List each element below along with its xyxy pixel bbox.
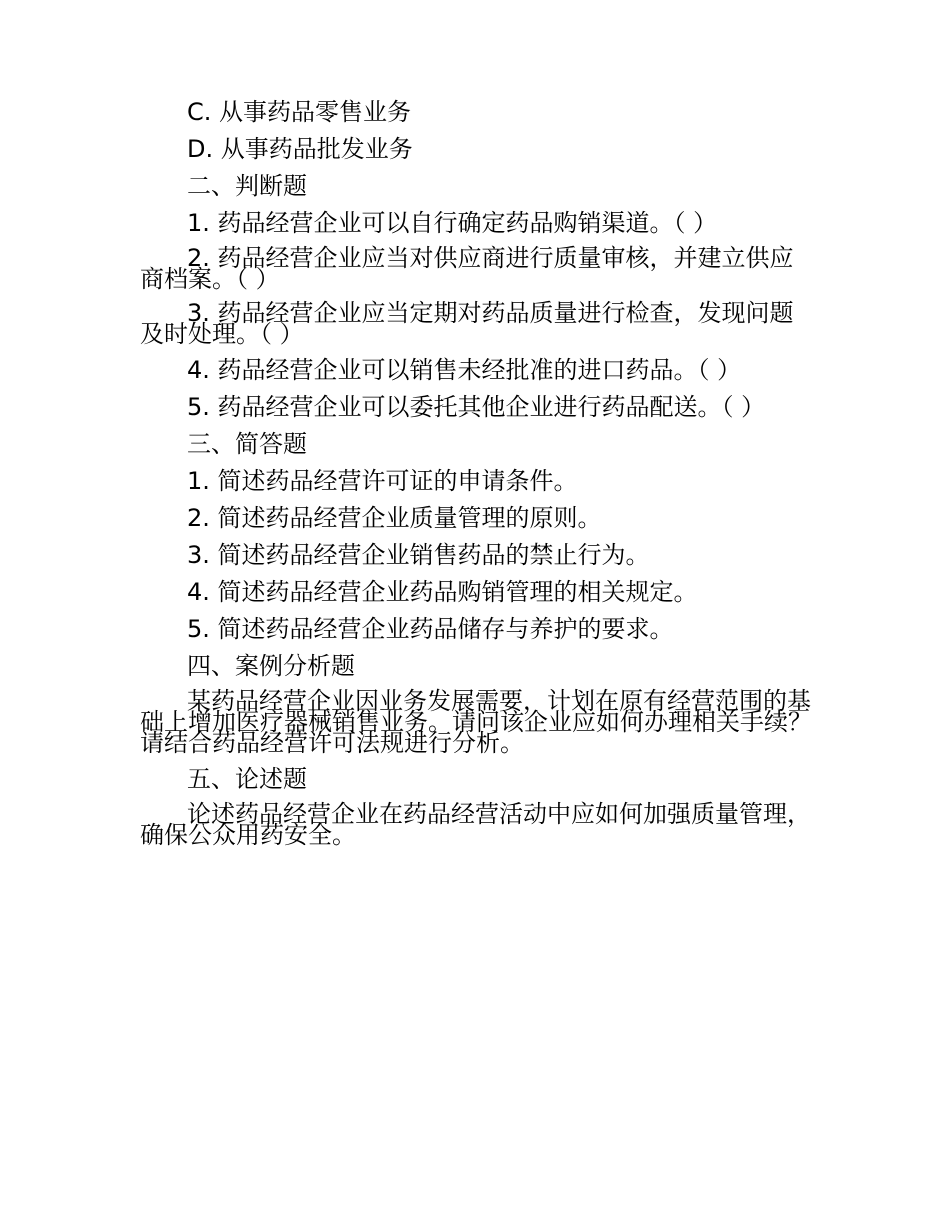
case-analysis-question: 某药品经营企业因业务发展需要，计划在原有经营范围的基础上增加医疗器械销售业务。请问该企业应如何办理相关手续？请结合药品经营许可法规进行分析。 — [140, 687, 812, 757]
essay-question: 论述药品经营企业在药品经营活动中应如何加强质量管理，确保公众用药安全。 — [140, 800, 811, 849]
short-answer-question-5: 5. 简述药品经营企业药品储存与养护的要求。 — [187, 615, 674, 643]
option-c: C. 从事药品零售业务 — [187, 98, 412, 126]
short-answer-question-3: 3. 简述药品经营企业销售药品的禁止行为。 — [187, 541, 650, 569]
true-false-question-2: 2. 药品经营企业应当对供应商进行质量审核，并建立供应商档案。（ ） — [140, 244, 794, 293]
short-answer-question-2: 2. 简述药品经营企业质量管理的原则。 — [187, 504, 602, 532]
true-false-question-5: 5. 药品经营企业可以委托其他企业进行药品配送。（ ） — [187, 393, 766, 421]
section-heading-essay: 五、论述题 — [187, 765, 307, 793]
section-heading-true-false: 二、判断题 — [187, 172, 307, 200]
section-heading-short-answer: 三、简答题 — [187, 430, 307, 458]
true-false-question-4: 4. 药品经营企业可以销售未经批准的进口药品。（ ） — [187, 356, 742, 384]
option-d: D. 从事药品批发业务 — [187, 135, 413, 163]
true-false-question-1: 1. 药品经营企业可以自行确定药品购销渠道。（ ） — [187, 209, 718, 237]
short-answer-question-1: 1. 简述药品经营许可证的申请条件。 — [187, 467, 578, 495]
true-false-question-3: 3. 药品经营企业应当定期对药品质量进行检查，发现问题及时处理。（ ） — [140, 299, 794, 348]
document-body — [140, 100, 812, 859]
section-heading-case-analysis: 四、案例分析题 — [187, 652, 355, 680]
short-answer-question-4: 4. 简述药品经营企业药品购销管理的相关规定。 — [187, 578, 698, 606]
